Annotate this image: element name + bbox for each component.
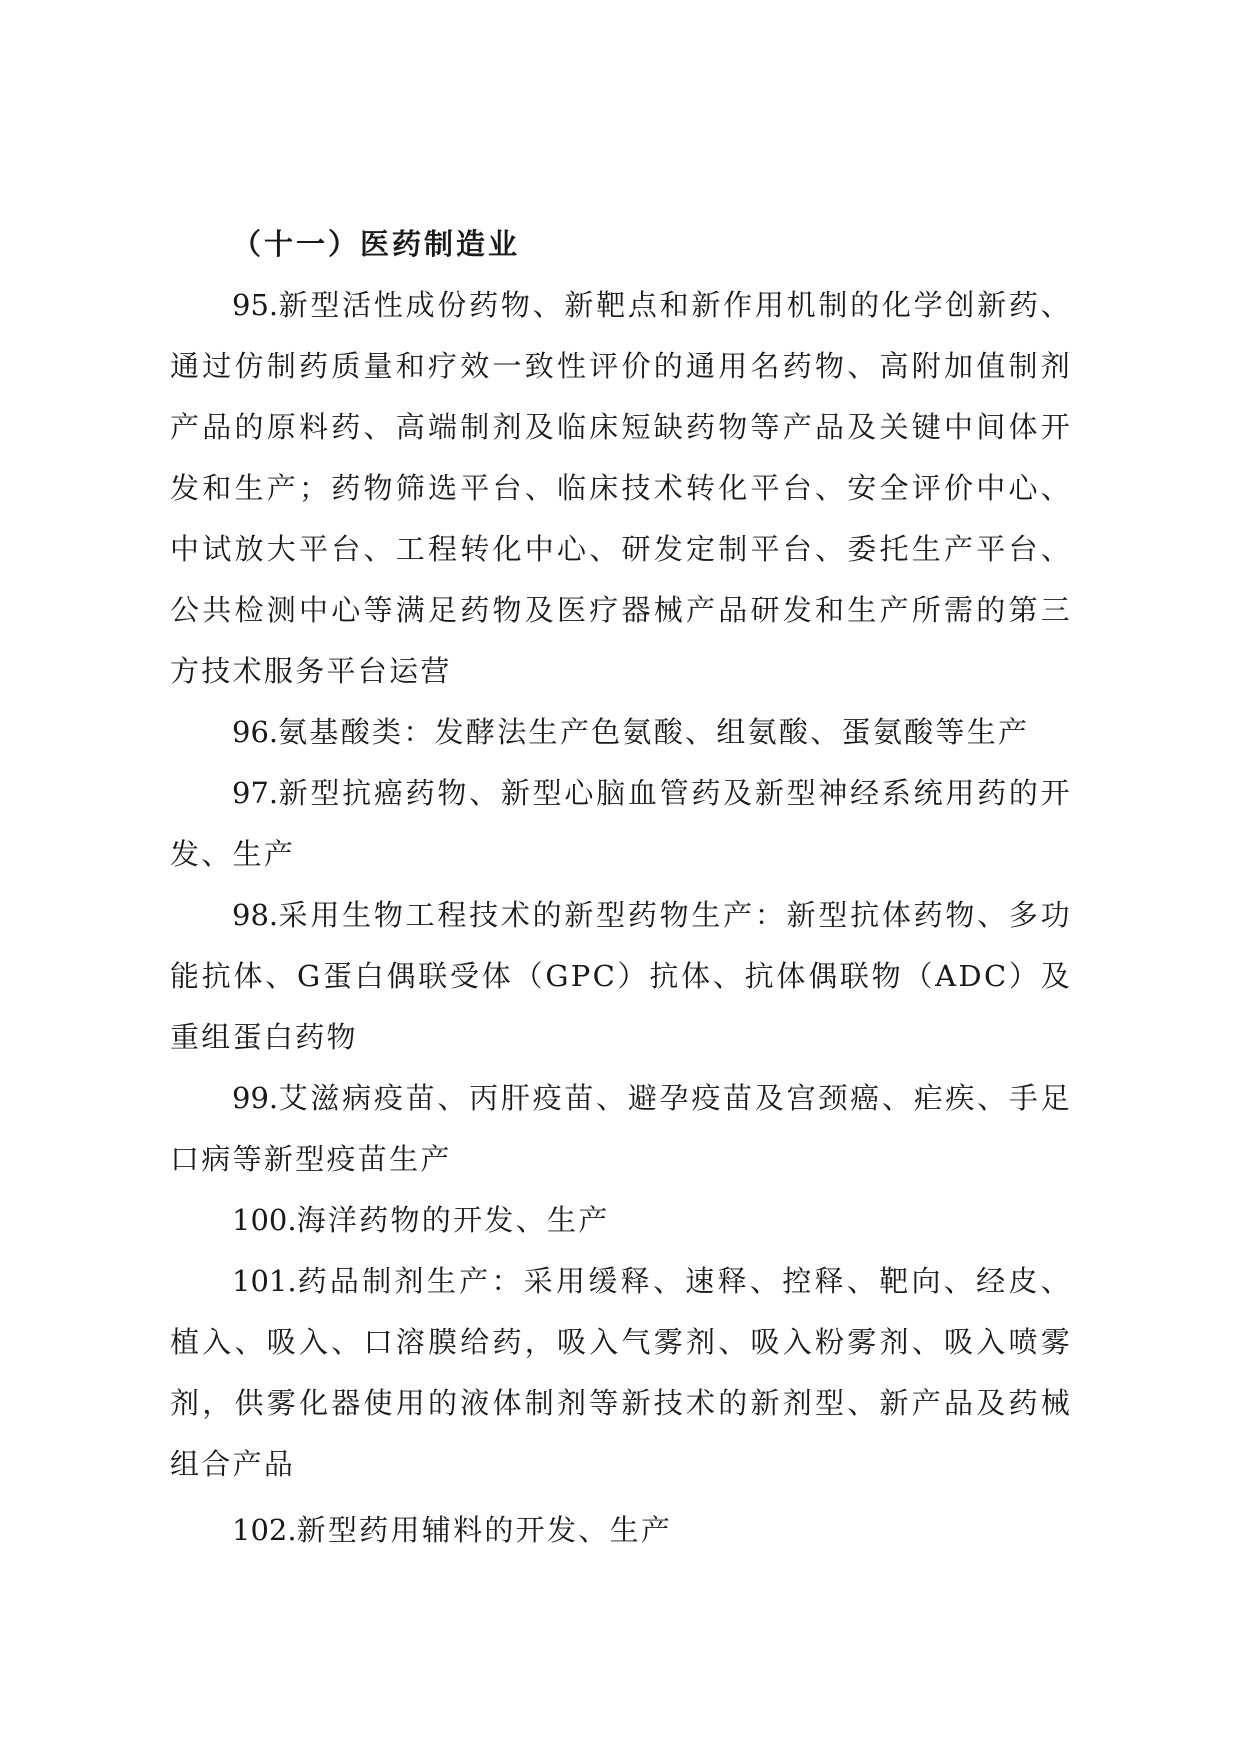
item-number: 96. [232,715,279,749]
list-item-102 [170,1500,1072,1561]
item-number: 97. [232,776,279,810]
item-text: 药品制剂生产：采用缓释、速释、控释、靶向、经皮、植入、吸入、口溶膜给药，吸入气雾剂、吸入粉雾剂、吸入喷雾剂，供雾化器使用的液体制剂等新技术的新剂型、新产品及药械组合产品 [170,1264,1072,1481]
item-text: 海洋药物的开发、生产 [296,1203,610,1237]
item-number: 102. [232,1513,297,1547]
item-number: 100. [232,1203,297,1237]
list-item-96 [170,702,1072,763]
item-number: 99. [232,1081,279,1115]
list-item-98 [170,885,1072,1068]
section-heading: （十一）医药制造业 [232,227,521,261]
list-item-101 [170,1251,1072,1495]
item-number: 95. [232,288,279,322]
list-item-95 [170,275,1072,702]
document-page [170,214,1072,1561]
item-text: 新型抗癌药物、新型心脑血管药及新型神经系统用药的开发、生产 [170,776,1072,871]
list-item-99 [170,1068,1072,1190]
list-item-97 [170,763,1072,885]
item-text: 新型药用辅料的开发、生产 [296,1513,673,1547]
item-number: 98. [232,898,279,932]
item-number: 101. [232,1264,297,1298]
item-text: 新型活性成份药物、新靶点和新作用机制的化学创新药、通过仿制药质量和疗效一致性评价的通用名药物、高附加值制剂产品的原料药、高端制剂及临床短缺药物等产品及关键中间体开发和生产；药物筛选平台、临床技术转化平台、安全评价中心、中试放大平台、工程转化中心、研发定制平台、委托生产平台、公共检测中心等满足药物及医疗器械产品研发和生产所需的第三方技术服务平台运营 [170,288,1072,688]
list-item-100 [170,1190,1072,1251]
item-text: 艾滋病疫苗、丙肝疫苗、避孕疫苗及宫颈癌、疟疾、手足口病等新型疫苗生产 [170,1081,1072,1176]
item-text: 采用生物工程技术的新型药物生产：新型抗体药物、多功能抗体、G蛋白偶联受体（GPC）抗体、抗体偶联物（ADC）及重组蛋白药物 [170,898,1072,1054]
item-text: 氨基酸类：发酵法生产色氨酸、组氨酸、蛋氨酸等生产 [278,715,1030,749]
